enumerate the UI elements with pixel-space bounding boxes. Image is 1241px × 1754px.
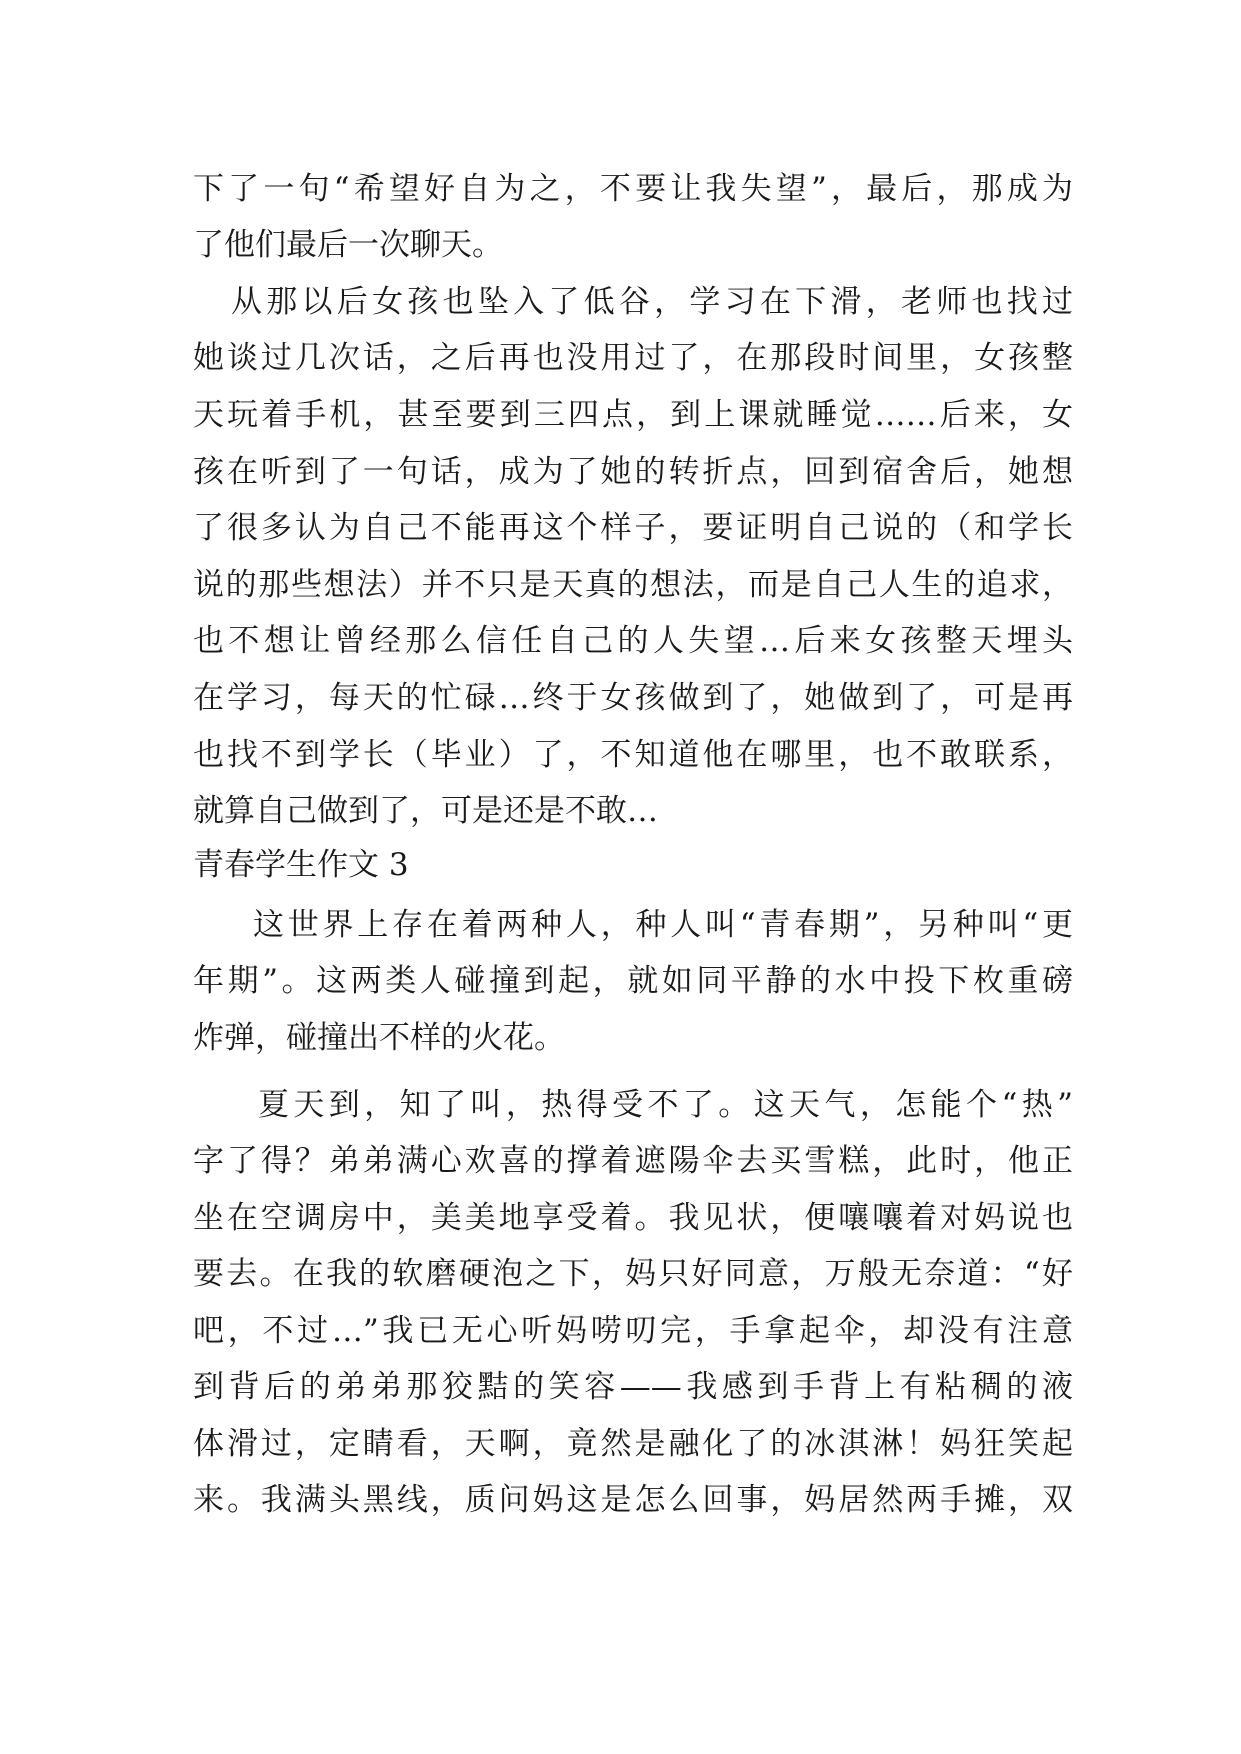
paragraph-line: 就算自己做到了，可是还是不敢… — [193, 793, 658, 829]
paragraph-line: 她谈过几次话，之后再也没用过了，在那段时间里，女孩整 — [193, 340, 1073, 376]
paragraph-line: 字了得？弟弟满心欢喜的撑着遮陽伞去买雪糕，此时，他正 — [193, 1143, 1073, 1179]
paragraph-line: 这世界上存在着两种人，种人叫“青春期”，另种叫“更 — [253, 907, 1073, 943]
paragraph-line: 孩在听到了一句话，成为了她的转折点，回到宿舍后，她想 — [193, 454, 1073, 490]
paragraph-line: 要去。在我的软磨硬泡之下，妈只好同意，万般无奈道：“好 — [193, 1256, 1073, 1292]
paragraph-line: 天玩着手机，甚至要到三四点，到上课就睡觉……后来，女 — [193, 397, 1073, 433]
paragraph-line: 也找不到学长（毕业）了，不知道他在哪里，也不敢联系， — [193, 737, 1073, 773]
paragraph-line: 炸弹，碰撞出不样的火花。 — [193, 1020, 565, 1056]
paragraph-line: 年期”。这两类人碰撞到起，就如同平静的水中投下枚重磅 — [193, 963, 1073, 999]
paragraph-line: 下了一句“希望好自为之，不要让我失望”，最后，那成为 — [193, 171, 1073, 207]
paragraph-line: 体滑过，定睛看，天啊，竟然是融化了的冰淇淋！妈狂笑起 — [193, 1426, 1073, 1462]
paragraph-line: 也不想让曾经那么信任自己的人失望…后来女孩整天埋头 — [193, 623, 1073, 659]
paragraph-line: 从那以后女孩也坠入了低谷，学习在下滑，老师也找过 — [231, 284, 1073, 320]
section-heading: 青春学生作文 3 — [193, 847, 409, 883]
paragraph-line: 了他们最后一次聊天。 — [193, 227, 503, 263]
paragraph-line: 来。我满头黑线，质问妈这是怎么回事，妈居然两手摊，双 — [193, 1482, 1073, 1518]
paragraph-line: 坐在空调房中，美美地享受着。我见状，便嚷嚷着对妈说也 — [193, 1200, 1073, 1236]
paragraph-line: 吧，不过…”我已无心听妈唠叨完，手拿起伞，却没有注意 — [193, 1313, 1073, 1349]
paragraph-line: 说的那些想法）并不只是天真的想法，而是自己人生的追求， — [193, 567, 1073, 603]
paragraph-line: 夏天到，知了叫，热得受不了。这天气，怎能个“热” — [258, 1087, 1073, 1123]
paragraph-line: 到背后的弟弟那狡黠的笑容——我感到手背上有粘稠的液 — [193, 1369, 1073, 1405]
paragraph-line: 在学习，每天的忙碌…终于女孩做到了，她做到了，可是再 — [193, 680, 1073, 716]
paragraph-line: 了很多认为自己不能再这个样子，要证明自己说的（和学长 — [193, 510, 1073, 546]
